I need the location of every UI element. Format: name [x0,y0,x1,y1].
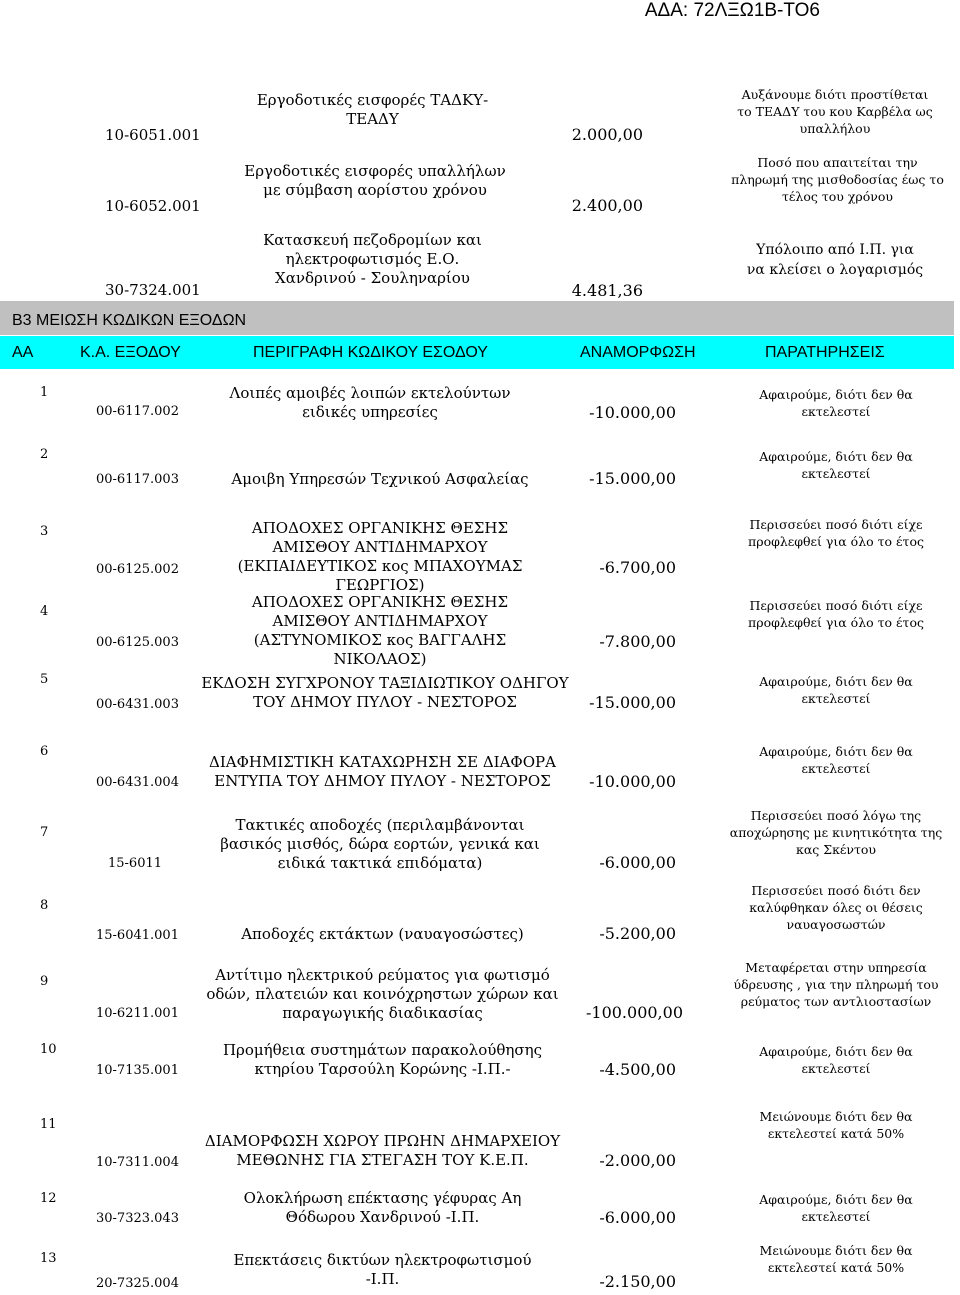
code: 00-6431.003 [96,697,179,712]
amount: -2.150,00 [599,1272,676,1291]
description: Αποδοχές εκτάκτων (ναυαγοσώστες) [241,925,524,943]
row-number: 7 [40,825,49,840]
code: 00-6117.003 [96,472,179,487]
header-notes: ΠΑΡΑΤΗΡΗΣΕΙΣ [765,344,885,361]
header-description: ΠΕΡΙΓΡΑΦΗ ΚΩΔΙΚΟΥ ΕΣΟΔΟΥ [253,344,488,361]
code: 15-6041.001 [96,928,179,943]
description: Τακτικές αποδοχές (περιλαμβάνονται βασικός μισθός, δώρα εορτών, γενικά και ειδικά τακτικά επιδόματα) [220,816,540,872]
amount: -10.000,00 [589,772,676,791]
row-number: 13 [40,1251,57,1266]
note: Αυξάνουμε διότι προστίθεται το ΤΕΑΔΥ του κου Καρβέλα ως υπαλλήλου [737,87,933,136]
description: Επεκτάσεις δικτύων ηλεκτροφωτισμού -Ι.Π. [233,1251,532,1288]
amount: 2.400,00 [571,196,643,215]
description: Κατασκευή πεζοδρομίων και ηλεκτροφωτισμός Ε.Ο. Χανδρινού - Σουληναρίου [263,231,482,287]
note: Περισσεύει ποσό διότι είχε προφλεφθεί για όλο το έτος [748,598,924,630]
code: 00-6125.002 [96,562,179,577]
code: 10-7135.001 [96,1063,179,1078]
section-title: Β3 ΜΕΙΩΣΗ ΚΩΔΙΚΩΝ ΕΞΟΔΩΝ [12,312,247,329]
row-number: 9 [40,974,49,989]
note: Περισσεύει ποσό διότι είχε προφλεφθεί για όλο το έτος [748,517,924,549]
amount: -7.800,00 [599,632,676,651]
amount: -100.000,00 [585,1003,683,1022]
code: 30-7323.043 [96,1211,179,1226]
description: ΔΙΑΦΗΜΙΣΤΙΚΗ ΚΑΤΑΧΩΡΗΣΗ ΣΕ ΔΙΑΦΟΡΑ ΕΝΤΥΠΑ ΤΟΥ ΔΗΜΟΥ ΠΥΛΟΥ - ΝΕΣΤΟΡΟΣ [209,753,556,790]
note: Μειώνουμε διότι δεν θα εκτελεστεί κατά 50% [759,1109,913,1141]
amount: -15.000,00 [589,469,676,488]
description: ΔΙΑΜΟΡΦΩΣΗ ΧΩΡΟΥ ΠΡΩΗΝ ΔΗΜΑΡΧΕΙΟΥ ΜΕΘΩΝΗΣ ΓΙΑ ΣΤΕΓΑΣΗ ΤΟΥ Κ.Ε.Π. [204,1132,561,1169]
code: 00-6125.003 [96,635,179,650]
code: 10-6052.001 [105,197,201,215]
description: Εργοδοτικές εισφορές υπαλλήλων με σύμβαση αορίστου χρόνου [244,162,506,199]
amount: -15.000,00 [589,693,676,712]
description: Ολοκλήρωση επέκτασης γέφυρας Αη Θόδωρου Χανδρινού -Ι.Π. [243,1189,522,1226]
description: Λοιπές αμοιβές λοιπών εκτελούντων ειδικές υπηρεσίες [229,384,511,421]
header-amount: ΑΝΑΜΟΡΦΩΣΗ [580,344,696,361]
row-number: 12 [40,1191,57,1206]
code: 00-6431.004 [96,775,179,790]
note: Αφαιρούμε, διότι δεν θα εκτελεστεί [759,449,913,481]
row-number: 1 [40,385,49,400]
row-number: 3 [40,524,49,539]
description: Εργοδοτικές εισφορές ΤΑΔΚΥ-ΤΕΑΔΥ [256,91,489,128]
code: 10-7311.004 [96,1155,179,1170]
row-number: 6 [40,744,49,759]
note: Ποσό που απαιτείται την πληρωμή της μισθοδοσίας έως το τέλος του χρόνου [731,155,944,204]
note: Περισσεύει ποσό λόγω της αποχώρησης με κινητικότητα της κας Σκέντου [729,808,943,857]
description: Αντίτιμο ηλεκτρικού ρεύματος για φωτισμό οδών, πλατειών και κοινόχρηστων χώρων και παραγωγικής διαδικασίας [206,966,559,1022]
note: Μειώνουμε διότι δεν θα εκτελεστεί κατά 50% [759,1243,913,1275]
amount: -6.700,00 [599,558,676,577]
description: ΕΚΔΟΣΗ ΣΥΓΧΡΟΝΟΥ ΤΑΞΙΔΙΩΤΙΚΟΥ ΟΔΗΓΟΥ ΤΟΥ ΔΗΜΟΥ ΠΥΛΟΥ - ΝΕΣΤΟΡΟΣ [201,674,569,711]
ada-header: ΑΔΑ: 72ΛΞΩ1Β-ΤΟ6 [644,0,820,21]
note: Αφαιρούμε, διότι δεν θα εκτελεστεί [759,1192,913,1224]
row-number: 2 [40,447,49,462]
code: 10-6211.001 [96,1006,179,1021]
note: Αφαιρούμε, διότι δεν θα εκτελεστεί [759,1044,913,1076]
amount: 4.481,36 [571,281,643,300]
amount: 2.000,00 [571,125,643,144]
description: Προμήθεια συστημάτων παρακολούθησης κτηρίου Ταρσούλη Κορώνης -Ι.Π.- [222,1041,543,1078]
description: Αμοιβη Υπηρεσών Τεχνικού Ασφαλείας [231,470,529,488]
code: 20-7325.004 [96,1276,179,1291]
row-number: 11 [40,1117,57,1132]
amount: -10.000,00 [589,403,676,422]
row-number: 5 [40,672,49,687]
note: Υπόλοιπο από Ι.Π. για να κλείσει ο λογαρισμός [746,242,924,278]
row-number: 10 [40,1042,57,1057]
description: ΑΠΟΔΟΧΕΣ ΟΡΓΑΝΙΚΗΣ ΘΕΣΗΣ ΑΜΙΣΘΟΥ ΑΝΤΙΔΗΜΑΡΧΟΥ (ΑΣΤΥΝΟΜΙΚΟΣ κος ΒΑΓΓΑΛΗΣ ΝΙΚΟΛΑΟΣ) [251,593,509,668]
note: Αφαιρούμε, διότι δεν θα εκτελεστεί [759,674,913,706]
amount: -2.000,00 [599,1151,676,1170]
amount: -6.000,00 [599,1208,676,1227]
row-number: 8 [40,898,49,913]
note: Αφαιρούμε, διότι δεν θα εκτελεστεί [759,744,913,776]
code: 30-7324.001 [105,281,201,299]
description: ΑΠΟΔΟΧΕΣ ΟΡΓΑΝΙΚΗΣ ΘΕΣΗΣ ΑΜΙΣΘΟΥ ΑΝΤΙΔΗΜΑΡΧΟΥ (ΕΚΠΑΙΔΕΥΤΙΚΟΣ κος ΜΠΑΧΟΥΜΑΣ ΓΕΩΡΓΙΟΣ) [237,519,523,594]
amount: -6.000,00 [599,853,676,872]
note: Περισσεύει ποσό διότι δεν καλύφθηκαν όλες οι θέσεις ναυαγοσωστών [749,883,923,932]
amount: -4.500,00 [599,1060,676,1079]
code: 10-6051.001 [105,126,201,144]
amount: -5.200,00 [599,924,676,943]
header-code: Κ.Α. ΕΞΟΔΟΥ [80,344,181,361]
code: 00-6117.002 [96,404,179,419]
header-aa: ΑΑ [12,344,34,361]
note: Μεταφέρεται στην υπηρεσία ύδρευσης , για την πληρωμή του ρεύματος των αντλιοστασίων [733,960,939,1009]
row-number: 4 [40,604,49,619]
code: 15-6011 [108,856,163,871]
note: Αφαιρούμε, διότι δεν θα εκτελεστεί [759,387,913,419]
